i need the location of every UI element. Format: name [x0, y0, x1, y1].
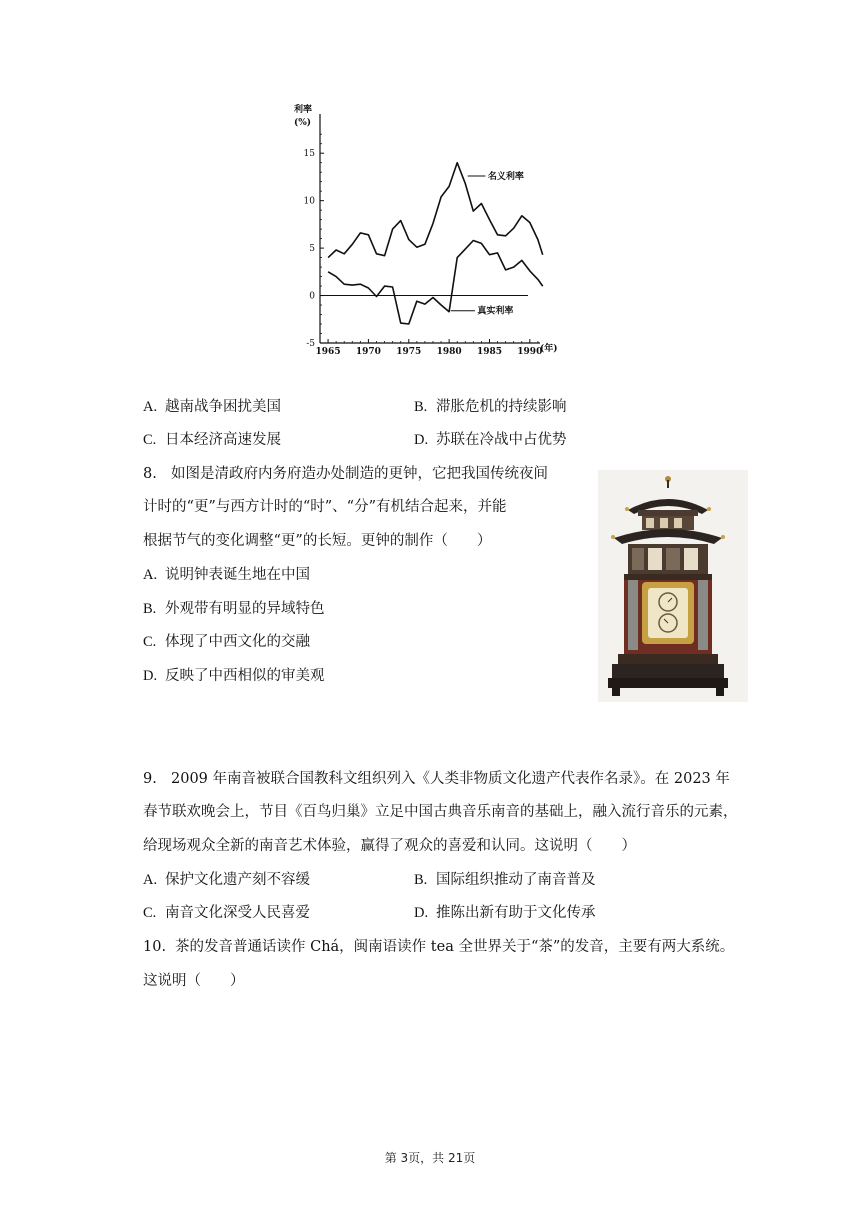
q8-option-c: C. 体现了中西文化的交融: [143, 634, 310, 650]
q9-option-d: D. 推陈出新有助于文化传承: [414, 905, 596, 921]
q8-option-a: A. 说明钟表诞生地在中国: [143, 567, 310, 583]
q10-stem-line1: 10. 茶的发音普通话读作 Chá，闽南语读作 tea 全世界关于“茶”的发音，主要有两大系统。: [143, 939, 735, 955]
interest-rate-chart: [288, 100, 563, 362]
chart-series-labels: [451, 170, 524, 317]
x-tick-label: 1975: [396, 347, 422, 357]
q9-stem-line3: 给现场观众全新的南音艺术体验，赢得了观众的喜爱和认同。这说明（ ）: [143, 838, 636, 854]
q9-option-a: A. 保护文化遗产刻不容缓: [143, 872, 310, 888]
q9-option-c: C. 南音文化深受人民喜爱: [143, 905, 310, 921]
q9-stem-line1: 9. 2009 年南音被联合国教科文组织列入《人类非物质文化遗产代表作名录》。在 2023 年: [143, 771, 730, 787]
q8-option-b: B. 外观带有明显的异域特色: [143, 601, 325, 617]
q7-option-c: C. 日本经济高速发展: [143, 432, 281, 448]
q8-stem-line1: 8. 如图是清政府内务府造办处制造的更钟，它把我国传统夜间: [143, 466, 548, 482]
nominal-rate-label: 名义利率: [487, 171, 524, 182]
q8-option-d: D. 反映了中西相似的审美观: [143, 668, 325, 684]
q10-stem-line2: 这说明（ ）: [143, 973, 245, 989]
q8-stem-line3: 根据节气的变化调整“更”的长短。更钟的制作（ ）: [143, 533, 492, 549]
y-axis-label-line1: 利率: [294, 105, 313, 115]
page-footer: 第 3页，共 21页: [384, 1151, 476, 1165]
y-tick-label: 15: [303, 149, 315, 160]
y-tick-label: -5: [306, 339, 315, 349]
q9-option-b: B. 国际组织推动了南音普及: [414, 872, 596, 888]
qing-chime-clock-image: [598, 470, 748, 702]
y-tick-label: 5: [309, 244, 315, 255]
y-tick-label: 10: [303, 196, 315, 207]
x-axis-unit: (年): [540, 344, 558, 354]
chart-series: [328, 163, 543, 324]
q8-stem-line2: 计时的“更”与西方计时的“时”、“分”有机结合起来，并能: [143, 499, 507, 515]
x-tick-label: 1980: [436, 347, 462, 357]
q9-stem-line2: 春节联欢晚会上，节目《百鸟归巢》立足中国古典音乐南音的基础上，融入流行音乐的元素，: [143, 804, 738, 820]
q7-option-d: D. 苏联在冷战中占优势: [414, 432, 567, 448]
x-tick-label: 1970: [355, 347, 381, 357]
q7-option-a: A. 越南战争困扰美国: [143, 399, 281, 415]
q7-option-b: B. 滞胀危机的持续影响: [414, 399, 567, 415]
y-axis-label-line2: (%): [294, 118, 312, 128]
x-tick-label: 1985: [476, 347, 503, 357]
x-tick-label: 1990: [517, 347, 543, 357]
x-tick-label: 1965: [315, 347, 341, 357]
real-rate-label: 真实利率: [477, 306, 514, 317]
y-tick-label: 0: [309, 291, 315, 302]
